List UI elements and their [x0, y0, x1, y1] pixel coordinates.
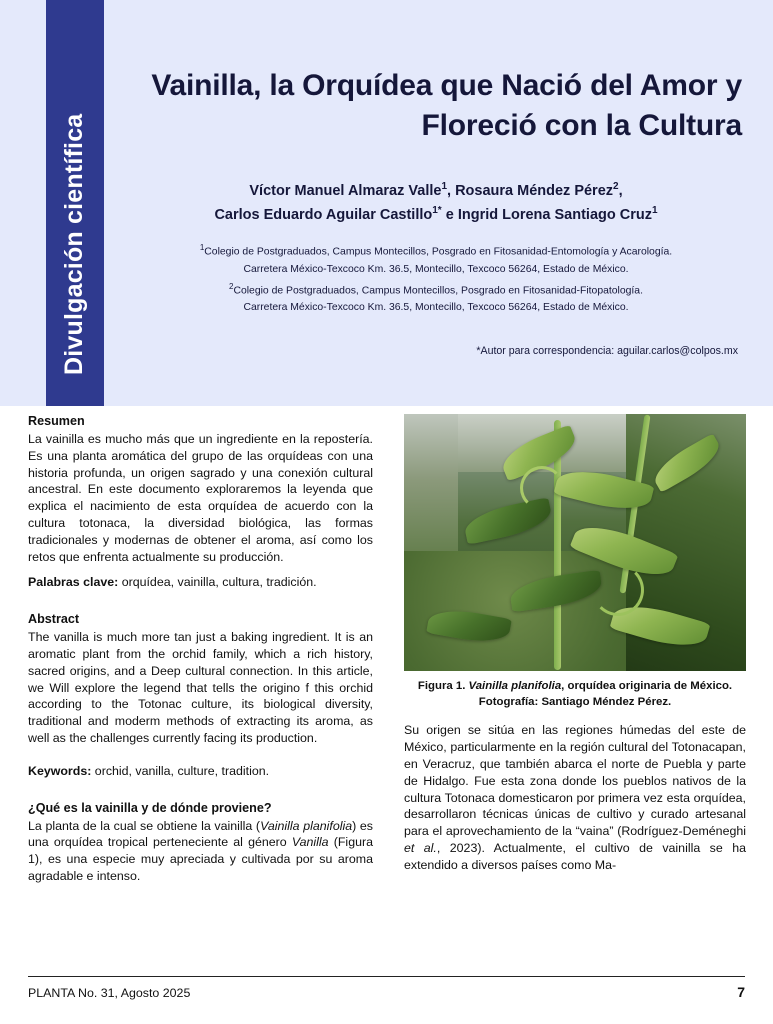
- author-sep-2: ,: [618, 183, 623, 200]
- affiliation-2-sup: 2: [229, 281, 234, 291]
- sidebar-label: Divulgación científica: [60, 113, 88, 375]
- affiliation-1-sup: 1: [199, 243, 205, 253]
- palabras-clave-label: Palabras clave:: [28, 575, 119, 590]
- right-column: [404, 414, 746, 874]
- affiliation-2: [130, 281, 742, 317]
- author-4-sup: 1: [651, 204, 658, 216]
- section-heading-que-es-la-vainilla: ¿Qué es la vainilla y de dónde proviene?: [28, 800, 272, 815]
- sp1-species-1: Vainilla planifolia: [260, 818, 353, 833]
- sp1-genus: Vanilla: [291, 835, 329, 850]
- resumen-text: La vainilla es mucho más que un ingrediente en la repostería. Es una planta aromática del grupo de las orquídeas con una historia profunda, un origen sagrado y una conexión cultural ancestral. En este documento exploraremos la leyenda que explica el nacimiento de esta orquídea de acuerdo con la cultura totonaca, la diversidad biológica, las formas tradicionales y modernas de obtener el aroma, así como los retos que enfrenta actualmente su producción.: [28, 432, 373, 564]
- left-column: [28, 414, 373, 885]
- sp1-b: ) es una orquídea tropical perteneciente al género: [28, 818, 374, 850]
- palabras-clave: [28, 574, 373, 591]
- vine-curl-1: [520, 466, 564, 510]
- figure-caption-prefix: Figura 1.: [417, 680, 469, 692]
- affiliation-2-line1: Colegio de Postgraduados, Campus Montecillos, Posgrado en Fitosanidad-Fitopatología.: [233, 284, 643, 296]
- abstract-text: The vanilla is much more tan just a baking ingredient. It is an aromatic plant from the orchid family, which a rich history, sacred origins, and a Deep cultural connection. In this article, we Will explore the legend that tells the origino f this orchid according to the Totonac culture, its biological diversity, traditional and moderm methods of extracting its aroma, as well as the challenges currently facing its production.: [28, 630, 373, 745]
- footer-issue-label: PLANTA No. 31, Agosto 2025: [28, 986, 191, 1000]
- rc-etal: et al.: [404, 841, 437, 856]
- header-content: [120, 0, 760, 406]
- sp1-c: (Figura 1), es una especie muy apreciada y cultivada por su aroma agradable e intenso.: [28, 835, 373, 883]
- page-footer: [0, 976, 773, 1024]
- affiliation-1-line1: Colegio de Postgraduados, Campus Montecillos, Posgrado en Fitosanidad-Entomología y Acarología.: [204, 246, 673, 258]
- figure-caption-species: Vainilla planifolia: [468, 680, 562, 692]
- authors-list: [130, 145, 742, 226]
- header-banner: [0, 0, 773, 406]
- affiliation-2-line2: Carretera México-Texcoco Km. 36.5, Montecillo, Texcoco 56264, Estado de México.: [243, 301, 629, 313]
- author-3-sup: 1*: [432, 204, 442, 216]
- correspondence-note: *Autor para correspondencia: aguilar.carlos@colpos.mx: [476, 344, 738, 357]
- article-body: [0, 414, 773, 974]
- page-number: 7: [737, 984, 745, 1000]
- rc-text-a: Su origen se sitúa en las regiones húmedas del este de México, particularmente en la región cultural del Totonacapan, en Veracruz, que también abarca el norte de Puebla y parte de Hidalgo. Fue esta zona donde los pueblos nativos de la cultura Totonaca domesticaron por primera vez esta orquídea, desarrollaron técnicas únicas de cultivo y curado artesanal para el aprovechamiento de la “vaina” (Rodríguez-Deméneghi: [404, 723, 746, 839]
- footer-divider: [28, 976, 745, 977]
- vanilla-plant-photo: [404, 414, 746, 671]
- affiliations: [130, 226, 742, 316]
- keywords-text: orchid, vanilla, culture, tradition.: [91, 763, 270, 778]
- sp1-a: La planta de la cual se obtiene la vainilla (: [28, 818, 261, 833]
- keywords-label: Keywords:: [28, 763, 92, 778]
- figure-caption-rest: , orquídea originaria de México. Fotografía: Santiago Méndez Pérez.: [478, 680, 733, 708]
- resumen-heading: Resumen: [28, 414, 85, 428]
- vine-curl-2: [592, 564, 644, 616]
- sidebar-band: [46, 0, 104, 406]
- figure-1: [404, 414, 746, 710]
- author-1: Víctor Manuel Almaraz Valle: [249, 183, 442, 200]
- figure-1-caption: [404, 679, 746, 710]
- right-column-paragraph-1: [404, 722, 746, 873]
- palabras-clave-text: orquídea, vainilla, cultura, tradición.: [118, 575, 317, 590]
- affiliation-1: [130, 242, 742, 278]
- page-title: Vainilla, la Orquídea que Nació del Amor y Floreció con la Cultura: [151, 69, 742, 142]
- affiliation-1-line2: Carretera México-Texcoco Km. 36.5, Montecillo, Texcoco 56264, Estado de México.: [243, 263, 629, 275]
- author-sep-1: , Rosaura Méndez Pérez: [447, 183, 614, 200]
- author-3: Carlos Eduardo Aguilar Castillo: [214, 206, 433, 223]
- keywords: [28, 763, 373, 780]
- author-2-sup: 2: [613, 181, 619, 193]
- abstract-heading: Abstract: [28, 612, 80, 627]
- rc-text-b: , 2023). Actualmente, el cultivo de vainilla se ha extendido a diversos países como Ma-: [404, 841, 746, 872]
- author-4: e Ingrid Lorena Santiago Cruz: [441, 206, 652, 223]
- section-paragraph-1: [28, 818, 373, 885]
- author-1-sup: 1: [441, 181, 448, 193]
